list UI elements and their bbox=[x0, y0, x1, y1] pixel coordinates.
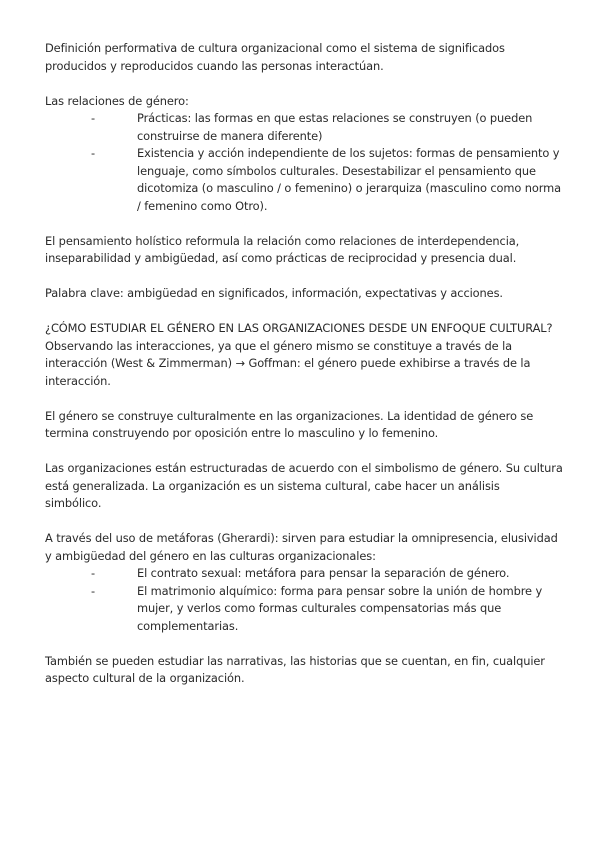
paragraph-interactions: Observando las interacciones, ya que el género mismo se constituye a través de la interacción (West & Zimmerman) → Goffman: el género puede exhibirse a través de la interacción. bbox=[45, 338, 531, 388]
paragraph-gender-relations: Las relaciones de género: bbox=[45, 93, 189, 108]
gender-relations-list bbox=[91, 110, 565, 215]
list-item: - Prácticas: las formas en que estas relaciones se construyen (o pueden construirse de manera diferente) bbox=[91, 110, 565, 145]
list-item: - El matrimonio alquímico: forma para pensar sobre la unión de hombre y mujer, y verlos como formas culturales compensatorias más que complementarias. bbox=[91, 583, 565, 636]
paragraph-metaphors: A través del uso de metáforas (Gherardi): sirven para estudiar la omnipresencia, elusividad y ambigüedad del género en las culturas organizacionales: bbox=[45, 531, 558, 563]
list-item: - Existencia y acción independiente de los sujetos: formas de pensamiento y lenguaje, como símbolos culturales. Desestabilizar el pensamiento que dicotomiza (o masculino / o femenino) o jerarquiza (masculino como norma / femenino como Otro). bbox=[91, 145, 565, 215]
document-body bbox=[45, 40, 565, 688]
paragraph-keyword: Palabra clave: ambigüedad en significados, información, expectativas y acciones. bbox=[45, 286, 503, 300]
paragraph-gender-construction: El género se construye culturalmente en las organizaciones. La identidad de género se termina construyendo por oposición entre lo masculino y lo femenino. bbox=[45, 408, 534, 440]
paragraph-organizations: Las organizaciones están estructuradas de acuerdo con el simbolismo de género. Su cultura está generalizada. La organización es un sistema cultural, cabe hacer un análisis bbox=[45, 461, 563, 493]
metaphors-list bbox=[91, 565, 565, 635]
section-heading: ¿CÓMO ESTUDIAR EL GÉNERO EN LAS ORGANIZACIONES DESDE UN ENFOQUE CULTURAL? bbox=[45, 321, 553, 335]
paragraph-holistic-thinking: El pensamiento holístico reformula la relación como relaciones de interdependencia, inseparabilidad y ambigüedad, así como prácticas de reciprocidad y presencia dual. bbox=[45, 233, 520, 265]
paragraph-definition: Definición performativa de cultura organizacional como el sistema de significados producidos y reproducidos cuando las personas interactúan. bbox=[45, 41, 505, 73]
list-item: - El contrato sexual: metáfora para pensar la separación de género. bbox=[91, 565, 565, 583]
paragraph-organizations-cont: simbólico. bbox=[45, 496, 102, 510]
paragraph-narratives: También se pueden estudiar las narrativas, las historias que se cuentan, en fin, cualquier aspecto cultural de la organización. bbox=[45, 653, 545, 685]
